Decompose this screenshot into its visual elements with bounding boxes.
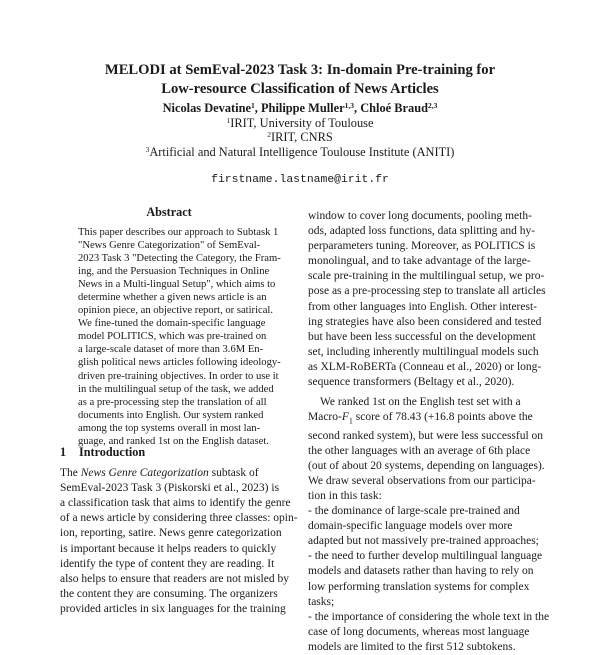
affiliation-text: Artificial and Natural Intelligence Toulouse Institute (ANITI) (149, 144, 455, 159)
abstract-line: We fine-tuned the domain-specific language (78, 318, 266, 330)
body-line: from other languages into English. Other interest- (308, 300, 537, 313)
body-line: scale pre-training in the multilingual setup, we pro- (308, 270, 545, 283)
intro-line: a classification task that aims to identify the genre (60, 497, 291, 510)
body-line: tasks; (308, 595, 335, 608)
abstract-body (78, 226, 281, 448)
abstract-line: opinion piece, an objective report, or satirical. (78, 305, 274, 317)
abstract-line: 2023 Task 3 "Detecting the Category, the Fram- (78, 253, 281, 265)
body-line: models are limited to the first 512 subtokens. (308, 640, 516, 653)
abstract-line: a large-scale dataset of more than 3.6M En- (78, 344, 264, 356)
body-line: - the importance of considering the whole text in the (308, 610, 550, 623)
abstract-line: model POLITICS, which was pre-trained on (78, 331, 267, 343)
abstract-line: as a pre-processing step the translation of all (78, 396, 267, 408)
affiliation-sup: 2 (267, 130, 271, 139)
section-title: Introduction (79, 445, 146, 459)
body-line: (out of about 20 systems, depending on languages). (308, 459, 545, 472)
intro-line: of a news article by considering three classes: opin- (60, 512, 298, 525)
body-line: case of long documents, whereas most language (308, 625, 530, 638)
author-sup: 1 (251, 101, 255, 110)
abstract-line: ing, and the Persuasion Techniques in Online (78, 266, 270, 278)
intro-line: is important because it helps readers to quickly (60, 542, 277, 555)
section-heading (60, 445, 298, 460)
body-line: pose as a pre-processing step to translate all articles (308, 285, 546, 298)
abstract-heading: Abstract (146, 205, 192, 219)
affiliation (60, 130, 540, 145)
abstract-line: driven pre-training objectives. In order to use it (78, 370, 279, 382)
body-line: adapted but not massively pre-trained approaches; (308, 535, 539, 548)
intro-line: ion, reporting, satire. News genre categorization (60, 527, 282, 540)
intro-line: The News Genre Categorization subtask of (60, 467, 259, 480)
title-line: Low-resource Classification of News Articles (161, 81, 439, 97)
body-line: - the need to further develop multilingual language (308, 550, 543, 563)
abstract-line: News in a Multi-lingual Setup", which aims to (78, 279, 276, 291)
affiliation-text: IRIT, University of Toulouse (230, 115, 374, 130)
author-block (60, 101, 540, 159)
body-line: sequence transformers (Beltagy et al., 2020). (308, 376, 515, 389)
body-line: We ranked 1st on the English test set with a (320, 396, 521, 409)
abstract-line: guage, and ranked 1st on the English dataset. (78, 435, 269, 447)
title-line: MELODI at SemEval-2023 Task 3: In-domain Pre-training for (104, 62, 496, 78)
body-line: ing strategies have also been considered and tested (308, 315, 542, 328)
author-names: Nicolas Devatine$^1$, Philippe Muller$^{1,3}$, Chloé Braud$^{2,3}$ (162, 101, 438, 115)
body-line: - the dominance of large-scale pre-trained and (308, 505, 520, 518)
abstract-line: glish political news articles following ideology- (78, 357, 281, 369)
body-line: second ranked system), but were less successful on (308, 429, 544, 442)
affiliation-sup: 1 (226, 115, 231, 125)
body-line: the other languages with an average of 6th place (308, 444, 531, 457)
author-email: firstname.lastname@irit.fr (211, 174, 389, 186)
author-name: Nicolas Devatine (162, 101, 252, 115)
introduction-section (60, 445, 298, 617)
body-line: tion in this task: (308, 489, 382, 502)
author-name: Chloé Braud (360, 101, 429, 115)
body-line: window to cover long documents, pooling meth- (308, 210, 532, 222)
affiliation (60, 116, 540, 131)
right-column (308, 209, 549, 655)
body-line: set, including inherently multilingual models such (308, 345, 539, 358)
abstract-line: documents into English. Our system ranked (78, 409, 264, 421)
abstract-line: "News Genre Categorization" of SemEval- (78, 240, 261, 252)
author-name: Philippe Muller (260, 101, 345, 115)
body-line: but have been less successful on the development (308, 330, 536, 343)
intro-line: provided articles in six languages for the training (60, 602, 286, 615)
body-line: perparameters tuning. Moreover, as POLITICS is (308, 240, 536, 253)
intro-line: SemEval-2023 Task 3 (Piskorski et al., 2023) is (60, 482, 280, 495)
affiliation-text: IRIT, CNRS (271, 130, 333, 144)
body-line: models and datasets rather than having to rely on (308, 565, 534, 578)
affiliation (60, 145, 540, 160)
author-sup: 2,3 (428, 101, 438, 110)
intro-line: the content they are consuming. The organizers (60, 587, 278, 600)
abstract-line: in the multilingual setup of the task, we added (78, 383, 274, 395)
body-line: low performing translation systems for complex (308, 580, 530, 593)
section-number: 1 (60, 445, 67, 459)
author-sup: 1,3 (344, 101, 354, 110)
intro-line: identify the type of content they are reading. It (60, 557, 275, 570)
body-line: We draw several observations from our participa- (308, 474, 536, 487)
body-line: domain-specific language models over more (308, 520, 513, 533)
paper-title (60, 61, 540, 99)
affiliation-sup: 3 (145, 144, 150, 154)
abstract-line: This paper describes our approach to Subtask 1 (78, 227, 279, 238)
abstract-line: among the top systems overall in most lan- (78, 422, 261, 434)
body-line: as XLM-RoBERTa (Conneau et al., 2020) or long- (308, 360, 542, 373)
body-line: Macro-$F_1$ score of 78.43 (+16.8 points above the (308, 411, 533, 426)
intro-line: also helps to ensure that readers are not misled by (60, 572, 289, 585)
body-line: monolingual, and to take advantage of the large- (308, 255, 531, 268)
abstract-line: determine whether a given news article is an (78, 292, 267, 304)
body-line: ods, adapted loss functions, data splitting and hy- (308, 225, 536, 238)
